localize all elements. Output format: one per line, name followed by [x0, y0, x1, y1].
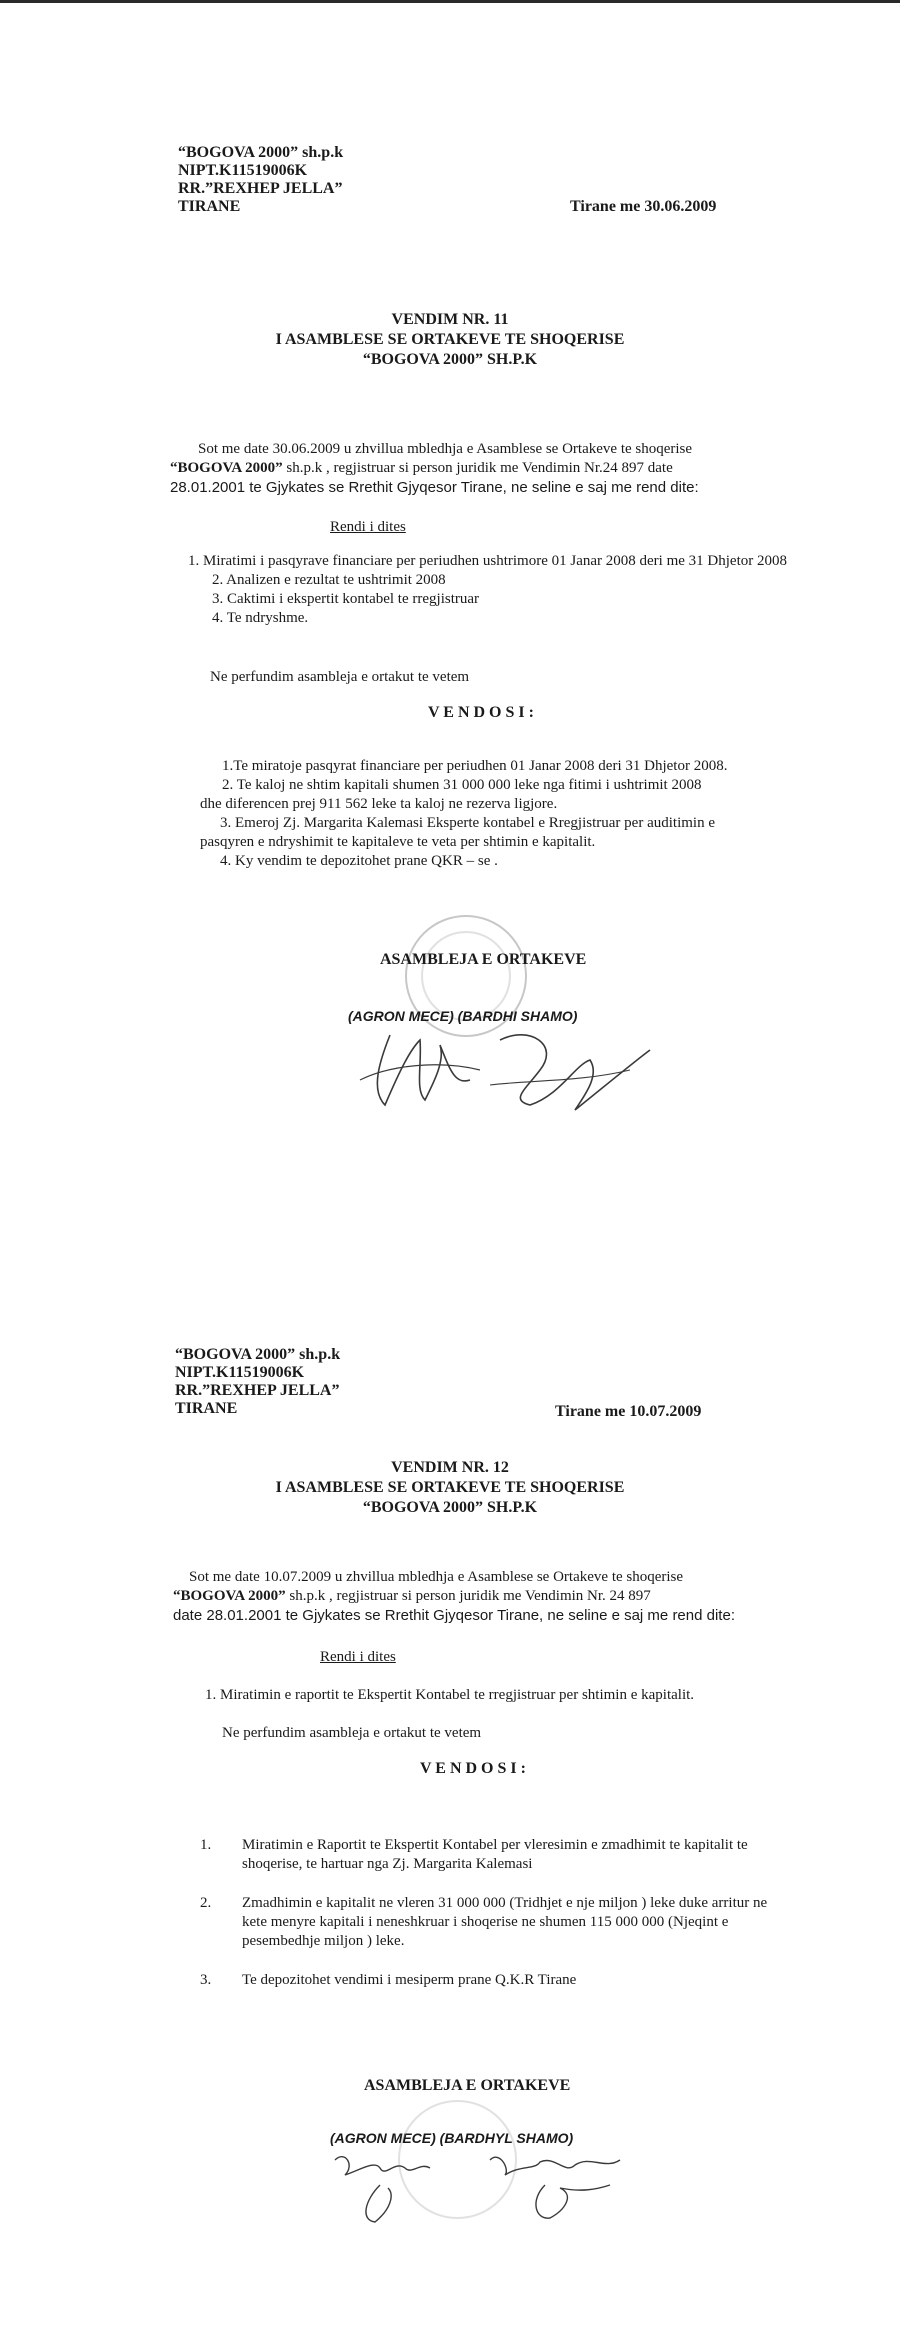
decision-item: 4. Ky vendim te depozitohet prane QKR – se . — [220, 853, 498, 869]
document-date: Tirane me 10.07.2009 — [555, 1403, 702, 1420]
decision-item — [200, 1836, 790, 1874]
company-address: RR.”REXHEP JELLA” — [175, 1382, 340, 1399]
decision-text: Miratimin e Raportit te Ekspertit Kontabel per vleresimin e zmadhimit te kapitalit te shoqerise, te hartuar nga Zj. Margarita Kalemasi — [242, 1837, 748, 1872]
decides-heading: V E N D O S I : — [420, 1760, 526, 1777]
title-number: VENDIM NR. 12 — [391, 1459, 509, 1476]
decision-text: Zmadhimin e kapitalit ne vleren 31 000 000 (Tridhjet e nje miljon ) leke duke arritur ne kete menyre kapitali i neneshkruar i shoqerise ne shumen 115 000 000 (Njeqint e pesembedhje miljon ) leke. — [242, 1895, 768, 1949]
intro-line-1: Sot me date 10.07.2009 u zhvillua mbledhja e Asamblese se Ortakeve te shoqerise — [189, 1569, 684, 1585]
intro-paragraph — [170, 440, 780, 497]
intro-line-3: 28.01.2001 te Gjykates se Rrethit Gjyqesor Tirane, ne seline e saj me rend dite: — [170, 479, 699, 496]
decision-item: pasqyren e ndryshimit te kapitaleve te veta per shtimin e kapitalit. — [200, 834, 596, 850]
intro-line-2 — [170, 459, 780, 478]
title-assembly: I ASAMBLESE SE ORTAKEVE TE SHOQERISE — [275, 331, 625, 348]
decides-heading: V E N D O S I : — [428, 704, 534, 721]
document-title — [0, 310, 900, 370]
agenda-list — [188, 552, 788, 628]
agenda-item: 2. Analizen e rezultat te ushtrimit 2008 — [212, 572, 446, 588]
decision-number: 2. — [200, 1895, 212, 1911]
assembly-label: ASAMBLEJA E ORTAKEVE — [364, 2077, 571, 2094]
decision-item — [200, 1971, 790, 1990]
agenda-title: Rendi i dites — [320, 1649, 396, 1665]
agenda-item: 3. Caktimi i ekspertit kontabel te rregjistruar — [212, 591, 480, 607]
intro-line-1: Sot me date 30.06.2009 u zhvillua mbledhja e Asamblese se Ortakeve te shoqerise — [198, 441, 693, 457]
decision-text: Te depozitohet vendimi i mesiperm prane Q.K.R Tirane — [242, 1972, 577, 1988]
conclusion-text: Ne perfundim asambleja e ortakut te vetem — [210, 669, 470, 685]
decision-item: 1.Te miratoje pasqyrat financiare per periudhen 01 Janar 2008 deri 31 Dhjetor 2008. — [222, 758, 728, 774]
signatories-names: (AGRON MECE) (BARDHI SHAMO) — [348, 1008, 578, 1024]
document-date: Tirane me 30.06.2009 — [570, 198, 717, 215]
agenda-list — [205, 1686, 805, 1705]
document-title — [0, 1458, 900, 1518]
title-number: VENDIM NR. 11 — [391, 311, 509, 328]
company-address: RR.”REXHEP JELLA” — [178, 180, 343, 197]
company-nipt: NIPT.K11519006K — [175, 1364, 305, 1381]
intro-company-bold: “BOGOVA 2000” — [170, 460, 283, 476]
company-nipt: NIPT.K11519006K — [178, 162, 308, 179]
decision-item: dhe diferencen prej 911 562 leke ta kaloj ne rezerva ligjore. — [200, 796, 558, 812]
company-name: “BOGOVA 2000” sh.p.k — [175, 1346, 341, 1363]
agenda-item: 1. Miratimin e raportit te Ekspertit Kontabel te rregjistruar per shtimin e kapitalit. — [205, 1687, 695, 1703]
top-scan-edge — [0, 0, 900, 3]
intro-line-3: date 28.01.2001 te Gjykates se Rrethit Gjyqesor Tirane, ne seline e saj me rend dite: — [173, 1607, 735, 1624]
intro-company-bold: “BOGOVA 2000” — [173, 1588, 286, 1604]
title-company: “BOGOVA 2000” SH.P.K — [362, 351, 538, 368]
signature-scribbles — [330, 1010, 660, 1120]
signatures — [320, 2140, 650, 2230]
signatories-names: (AGRON MECE) (BARDHYL SHAMO) — [330, 2130, 574, 2146]
title-company: “BOGOVA 2000” SH.P.K — [362, 1499, 538, 1516]
decisions-list — [200, 1836, 790, 1990]
decision-item: 2. Te kaloj ne shtim kapitali shumen 31 000 000 leke nga fitimi i ushtrimit 2008 — [222, 777, 702, 793]
intro-line-2-text: sh.p.k , regjistruar si person juridik me Vendimin Nr. 24 897 — [285, 1588, 651, 1604]
company-city: TIRANE — [178, 198, 241, 215]
agenda-item: 4. Te ndryshme. — [212, 610, 309, 626]
signature-scribbles — [320, 2140, 650, 2230]
signatures — [330, 1010, 660, 1120]
decision-item: 3. Emeroj Zj. Margarita Kalemasi Eksperte kontabel e Rregjistruar per auditimin e — [220, 815, 715, 831]
company-header — [178, 144, 343, 216]
intro-line-2 — [173, 1587, 783, 1606]
intro-line-2-text: sh.p.k , regjistruar si person juridik me Vendimin Nr.24 897 date — [282, 460, 673, 476]
agenda-item: 1. Miratimi i pasqyrave financiare per periudhen ushtrimore 01 Janar 2008 deri me 31 Dhjetor 2008 — [188, 553, 787, 569]
decision-number: 1. — [200, 1837, 212, 1853]
decision-item — [200, 1894, 790, 1951]
company-city: TIRANE — [175, 1400, 238, 1417]
company-header — [175, 1346, 340, 1418]
conclusion-text: Ne perfundim asambleja e ortakut te vetem — [222, 1725, 482, 1741]
decision-number: 3. — [200, 1972, 212, 1988]
company-name: “BOGOVA 2000” sh.p.k — [178, 144, 344, 161]
title-assembly: I ASAMBLESE SE ORTAKEVE TE SHOQERISE — [275, 1479, 625, 1496]
decisions-list — [200, 757, 800, 871]
assembly-label: ASAMBLEJA E ORTAKEVE — [380, 951, 587, 968]
intro-paragraph — [173, 1568, 783, 1625]
agenda-title: Rendi i dites — [330, 519, 406, 535]
